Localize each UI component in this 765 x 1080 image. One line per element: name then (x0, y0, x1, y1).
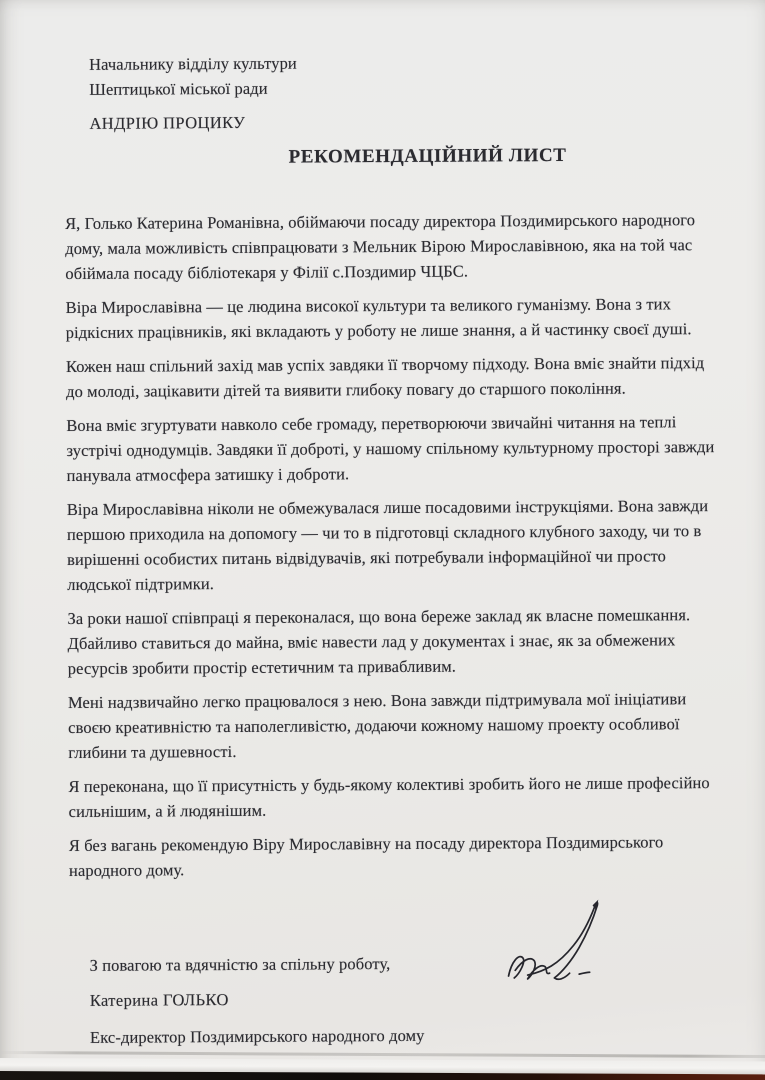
paragraph-7: Мені надзвичайно легко працювалося з нею. Вона завжди підтримувала мої ініціативи своєю креативністю та наполегливістю, додаючи кожному нашому проекту особливої глибини та душевності. (67, 689, 687, 762)
recipient-name: АНДРІЮ ПРОЦИКУ (89, 112, 246, 133)
paragraph-8: Я переконана, що її присутність у будь-якому колективі зробить його не лише професійно сильнішим, а й людянішим. (68, 773, 710, 821)
paper-crease-shadow (0, 1051, 765, 1058)
handwritten-signature (492, 893, 632, 998)
letter-body (65, 207, 724, 883)
paragraph-1: Я, Голько Катерина Романівна, обіймаючи посаду директора Поздимирського народного дому, мала можливість співпрацювати з Мельник Вірою Мирославівною, яка на той час обіймала посаду бібліотекаря у Філії с.Поздимир ЧЦБС. (64, 210, 696, 283)
recipient-line-2: Шептицької міської ради (89, 78, 268, 99)
letter-title: РЕКОМЕНДАЦІЙНИЙ ЛИСТ (288, 144, 567, 168)
paragraph-9: Я без вагань рекомендую Віру Мирославівну на посаду директора Поздимирського народного дому. (68, 832, 664, 880)
paragraph-6: За роки нашої співпраці я переконалася, що вона береже заклад як власне помешкання. Дбайливо ставиться до майна, вміє навести лад у документах і знає, як за обмежених ресурсів зробити простір естетичним та привабливим. (67, 605, 691, 678)
paragraph-3: Кожен наш спільний захід мав успіх завдяки її творчому підходу. Вона вміє знайти підхід до молоді, зацікавити дітей та виявити глибоку повагу до старшого покоління. (65, 353, 705, 401)
paragraph-4: Вона вміє згуртувати навколо себе громаду, перетворюючи звичайні читання на теплі зустрічі однодумців. Завдяки її доброті, у нашому спільному культурному просторі завжди панувала атмосфера затишку і доброти. (66, 412, 715, 485)
paragraph-5: Віра Мирославівна ніколи не обмежувалася лише посадовими інструкціями. Вона завжди першою приходила на допомогу — чи то в підготовці складного клубного заходу, чи то в вирішенні особистих питань відвідувачів, які потребували інформаційної чи просто людської підтримки. (66, 496, 709, 594)
paragraph-2: Віра Мирославівна — це людина високої культури та великого гуманізму. Вона з тих рідкісних працівників, які вкладають у роботу не лише знання, а й частинку своєї душі. (65, 294, 692, 342)
signer-name: Катерина ГОЛЬКО (89, 990, 229, 1010)
closing-line: З повагою та вдячністю за спільну роботу, (89, 954, 391, 975)
recipient-block (89, 48, 719, 102)
recipient-line-1: Начальнику відділу культури (89, 53, 297, 74)
signer-role: Екс-директор Поздимирського народного дому (89, 1025, 425, 1047)
